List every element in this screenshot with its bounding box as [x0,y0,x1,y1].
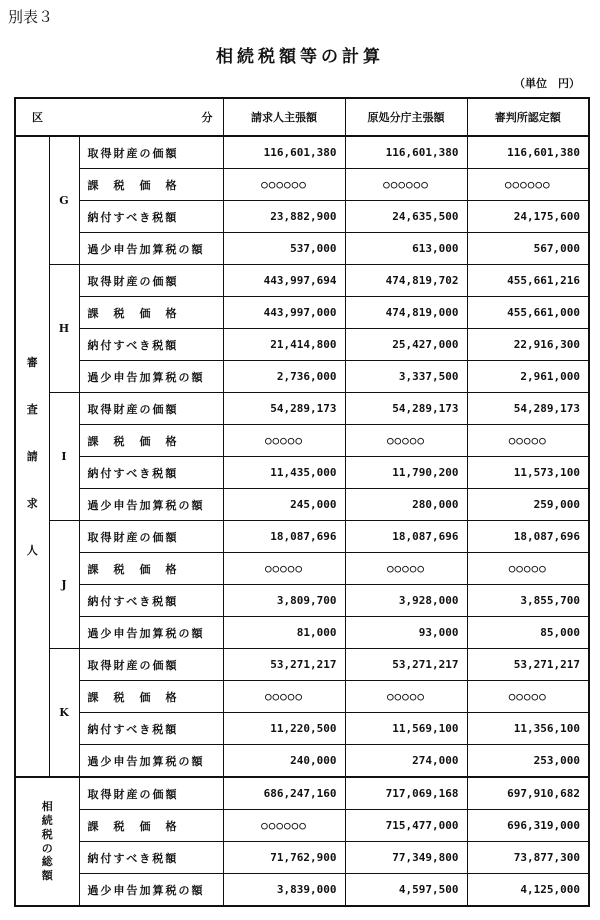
value-cell: 116,601,380 [223,136,345,169]
item-label: 過少申告加算税の額 [79,489,223,521]
header-original-agency: 原処分庁主張額 [345,98,467,136]
value-cell: 23,882,900 [223,201,345,233]
value-cell: 274,000 [345,745,467,778]
value-cell: 11,356,100 [467,713,589,745]
group-label-char: 人 [26,544,38,557]
item-label: 課 税 価 格 [79,297,223,329]
header-tribunal: 審判所認定額 [467,98,589,136]
value-cell: 697,910,682 [467,777,589,810]
table-row [15,297,589,329]
table-row [15,201,589,233]
value-cell: 4,597,500 [345,874,467,907]
header-category [15,98,223,136]
item-label: 納付すべき税額 [79,585,223,617]
item-label: 課 税 価 格 [79,681,223,713]
value-cell: 11,220,500 [223,713,345,745]
value-cell: 18,087,696 [467,521,589,553]
item-label: 過少申告加算税の額 [79,361,223,393]
table-row [15,649,589,681]
total-label-char: 続 [41,814,53,827]
value-cell: 686,247,160 [223,777,345,810]
item-label: 課 税 価 格 [79,169,223,201]
appendix-label: 別表３ [8,8,54,26]
value-cell: 71,762,900 [223,842,345,874]
group-label-char: 審 [26,356,38,369]
table-row [15,361,589,393]
value-cell: 54,289,173 [467,393,589,425]
value-cell: 11,790,200 [345,457,467,489]
total-row [15,777,589,810]
value-cell: 715,477,000 [345,810,467,842]
group-label-claimant [15,136,49,777]
item-label: 過少申告加算税の額 [79,745,223,778]
value-cell: 443,997,694 [223,265,345,297]
table-body [15,136,589,906]
value-cell: 240,000 [223,745,345,778]
unit-note: （単位 円） [514,77,580,90]
value-cell: 443,997,000 [223,297,345,329]
value-cell: ○○○○○ [223,425,345,457]
header-claimant: 請求人主張額 [223,98,345,136]
item-label: 納付すべき税額 [79,201,223,233]
value-cell: 53,271,217 [467,649,589,681]
value-cell: ○○○○○ [467,425,589,457]
value-cell: 85,000 [467,617,589,649]
value-cell: 3,337,500 [345,361,467,393]
value-cell: 93,000 [345,617,467,649]
header-bun: 分 [201,111,213,124]
total-label [15,777,79,906]
value-cell: 116,601,380 [345,136,467,169]
total-label-char: 税 [41,827,53,841]
item-label: 納付すべき税額 [79,842,223,874]
person-label: I [49,393,79,521]
value-cell: ○○○○○ [345,553,467,585]
value-cell: 21,414,800 [223,329,345,361]
value-cell: ○○○○○○ [345,169,467,201]
value-cell: 54,289,173 [345,393,467,425]
value-cell: 696,319,000 [467,810,589,842]
item-label: 課 税 価 格 [79,425,223,457]
value-cell: 24,635,500 [345,201,467,233]
value-cell: 53,271,217 [345,649,467,681]
value-cell: ○○○○○ [223,681,345,713]
value-cell: 245,000 [223,489,345,521]
table-row [15,265,589,297]
value-cell: 11,573,100 [467,457,589,489]
value-cell: 3,839,000 [223,874,345,907]
value-cell: ○○○○○ [467,681,589,713]
value-cell: 18,087,696 [223,521,345,553]
person-label: G [49,136,79,265]
value-cell: 11,569,100 [345,713,467,745]
value-cell: 280,000 [345,489,467,521]
table-row [15,233,589,265]
table-row [15,393,589,425]
person-label: K [49,649,79,778]
value-cell: 2,736,000 [223,361,345,393]
value-cell: ○○○○○○ [223,169,345,201]
value-cell: 4,125,000 [467,874,589,907]
value-cell: 116,601,380 [467,136,589,169]
group-label-char: 求 [26,497,38,510]
table-row [15,745,589,778]
tax-calculation-table [14,97,590,907]
value-cell: 474,819,702 [345,265,467,297]
value-cell: 24,175,600 [467,201,589,233]
table-row [15,489,589,521]
table-row [15,329,589,361]
person-label: J [49,521,79,649]
group-label-char: 査 [26,403,38,416]
value-cell: ○○○○○○ [467,169,589,201]
table-row [15,553,589,585]
total-row [15,810,589,842]
table-row [15,585,589,617]
item-label: 取得財産の価額 [79,136,223,169]
item-label: 納付すべき税額 [79,329,223,361]
value-cell: 81,000 [223,617,345,649]
item-label: 納付すべき税額 [79,713,223,745]
value-cell: ○○○○○ [345,425,467,457]
item-label: 取得財産の価額 [79,393,223,425]
table-row [15,521,589,553]
table-row [15,713,589,745]
total-label-char: 総 [41,855,53,869]
total-label-char: の [41,841,53,855]
header-ku: 区 [32,111,43,124]
item-label: 取得財産の価額 [79,777,223,810]
value-cell: 53,271,217 [223,649,345,681]
item-label: 取得財産の価額 [79,521,223,553]
table-row [15,681,589,713]
value-cell: ○○○○○○ [223,810,345,842]
item-label: 課 税 価 格 [79,810,223,842]
item-label: 過少申告加算税の額 [79,874,223,907]
value-cell: 2,961,000 [467,361,589,393]
value-cell: 455,661,216 [467,265,589,297]
value-cell: 25,427,000 [345,329,467,361]
page-title: 相続税額等の計算 [216,47,384,67]
value-cell: 613,000 [345,233,467,265]
value-cell: ○○○○○ [345,681,467,713]
value-cell: 54,289,173 [223,393,345,425]
value-cell: 474,819,000 [345,297,467,329]
table-row [15,617,589,649]
value-cell: 11,435,000 [223,457,345,489]
value-cell: 537,000 [223,233,345,265]
value-cell: 253,000 [467,745,589,778]
item-label: 過少申告加算税の額 [79,233,223,265]
value-cell: 18,087,696 [345,521,467,553]
item-label: 過少申告加算税の額 [79,617,223,649]
total-label-char: 相 [41,800,53,814]
item-label: 取得財産の価額 [79,649,223,681]
value-cell: 3,809,700 [223,585,345,617]
value-cell: 77,349,800 [345,842,467,874]
value-cell: 73,877,300 [467,842,589,874]
value-cell: 22,916,300 [467,329,589,361]
table-row [15,425,589,457]
item-label: 課 税 価 格 [79,553,223,585]
table-row [15,136,589,169]
table-header-row [15,98,589,136]
item-label: 取得財産の価額 [79,265,223,297]
total-row [15,842,589,874]
value-cell: 567,000 [467,233,589,265]
table-row [15,457,589,489]
person-label: H [49,265,79,393]
value-cell: ○○○○○ [223,553,345,585]
total-row [15,874,589,907]
total-label-char: 額 [41,869,53,882]
value-cell: 259,000 [467,489,589,521]
table-row [15,169,589,201]
value-cell: ○○○○○ [467,553,589,585]
item-label: 納付すべき税額 [79,457,223,489]
value-cell: 455,661,000 [467,297,589,329]
value-cell: 717,069,168 [345,777,467,810]
value-cell: 3,928,000 [345,585,467,617]
group-label-char: 請 [26,450,38,463]
value-cell: 3,855,700 [467,585,589,617]
